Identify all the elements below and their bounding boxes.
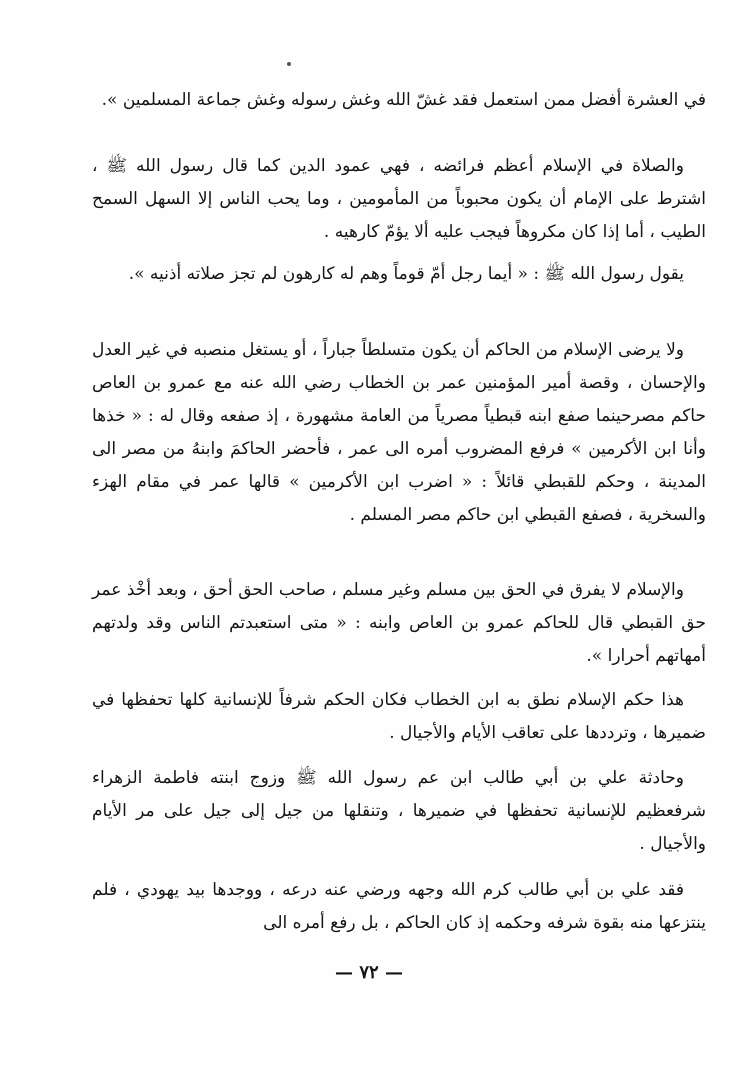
paragraph-prayer (92, 150, 706, 249)
page-number: — ٧٢ — (335, 962, 403, 983)
paragraph-text: والإسلام لا يفرق في الحق بين مسلم وغير مسلم ، صاحب الحق أحق ، وبعد أخْذ عمر حق القبطي قال للحاكم عمرو بن العاص وابنه : « متى استعبدتم الناس وقد ولدتهم أمهاتهم أحرارا ». (92, 580, 706, 666)
paragraph-hadith (92, 258, 706, 291)
paragraph-text: والصلاة في الإسلام أعظم فرائضه ، فهي عمود الدين كما قال رسول الله ﷺ ، اشترط على الإمام أن يكون محبوباً من المأمومين ، وما يحب الناس إلا السهل السمح الطيب ، أما إذا كان مكروهاً فيجب عليه ألا يؤمّ كارهيه . (92, 156, 706, 242)
paragraph-ali (92, 762, 706, 861)
paragraph-text: يقول رسول الله ﷺ : « أيما رجل أمّ قوماً وهم له كارهون لم تجز صلاته أذنيه ». (128, 264, 684, 284)
paragraph-text: وحادثة علي بن أبي طالب ابن عم رسول الله ﷺ وزوج ابنته فاطمة الزهراء شرفعظيم للإنسانية تحفظها في ضميرها ، وتنقلها من جيل إلى جيل على مر الأيام والأجيال . (92, 768, 706, 854)
paragraph-continuation (92, 84, 706, 117)
paragraph-justice (92, 574, 706, 673)
paragraph-text: في العشرة أفضل ممن استعمل فقد غشّ الله وغش رسوله وغش جماعة المسلمين ». (101, 90, 706, 110)
paragraph-text: ولا يرضى الإسلام من الحاكم أن يكون متسلطاً جباراً ، أو يستغل منصبه في غير العدل والإحسان ، وقصة أمير المؤمنين عمر بن الخطاب رضي الله عنه مع عمرو بن العاص حاكم مصرحينما صفع ابنه قبطياً مصرياً من العامة مشهورة ، إذ صفعه وقال له : « خذها وأنا ابن الأكرمين » فرفع المضروب أمره الى عمر ، فأحضر الحاكمَ وابنهُ من مصر الى المدينة ، وحكم للقبطي قائلاً : « اضرب ابن الأكرمين » قالها عمر في مقام الهزء والسخرية ، فصفع القبطي ابن حاكم مصر المسلم . (92, 340, 706, 525)
paragraph-humanity (92, 684, 706, 750)
paragraph-text: هذا حكم الإسلام نطق به ابن الخطاب فكان الحكم شرفاً للإنسانية كلها تحفظها في ضميرها ، وترددها على تعاقب الأيام والأجيال . (92, 690, 706, 743)
paragraph-armor (92, 874, 706, 940)
ink-dot (287, 62, 291, 66)
paragraph-ruler (92, 334, 706, 532)
paragraph-text: فقد علي بن أبي طالب كرم الله وجهه ورضي عنه درعه ، ووجدها بيد يهودي ، فلم ينتزعها منه بقوة شرفه وحكمه إذ كان الحاكم ، بل رفع أمره الى (92, 880, 706, 933)
